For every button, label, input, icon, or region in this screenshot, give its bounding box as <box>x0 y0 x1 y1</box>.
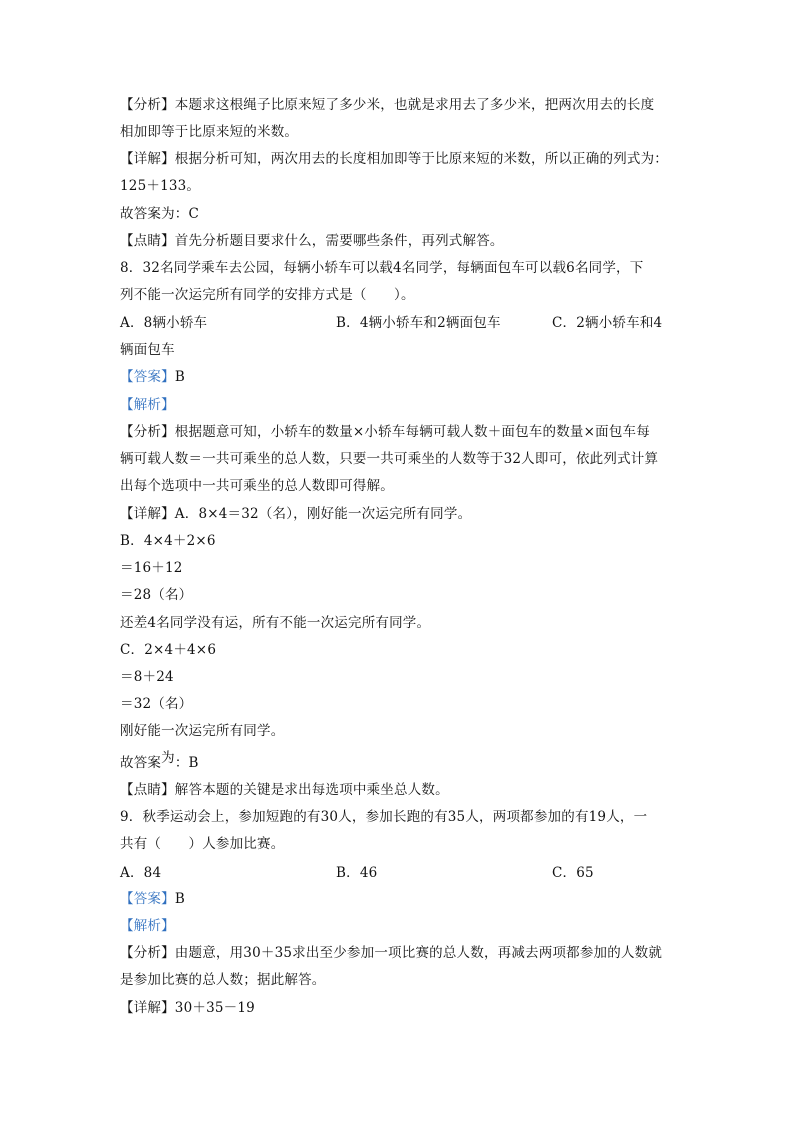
answer-9-value: B <box>174 891 185 907</box>
answer-9 <box>120 890 185 908</box>
answer-tag: 【答案】 <box>120 369 175 385</box>
q9-option-a: A．84 <box>120 865 162 881</box>
calc-c-note: 刚好能一次运完所有同学。 <box>120 723 285 739</box>
question-9: 9．秋季运动会上，参加短跑的有30人，参加长跑的有35人，两项都参加的有19人，一 <box>120 809 648 825</box>
analysis-8-cont2: 出每个选项中一共可乘坐的总人数即可得解。 <box>120 478 394 494</box>
calc-c-2: ＝8＋24 <box>120 669 174 685</box>
detail-7: 【详解】根据分析可知，两次用去的长度相加即等于比原来短的米数，所以正确的列式为： <box>120 151 668 167</box>
q8-option-c: C．2辆小轿车和4 <box>552 315 663 331</box>
q8-option-c-cont: 辆面包车 <box>120 342 175 358</box>
calc-b-note: 还差4名同学没有运，所有不能一次运完所有同学。 <box>120 615 431 631</box>
q9-option-b: B．46 <box>336 865 378 881</box>
q8-option-a: A．8辆小轿车 <box>120 315 208 331</box>
calc-c-1: C．2×4＋4×6 <box>120 642 217 658</box>
q9-option-c: C．65 <box>552 865 594 881</box>
analysis-tag-8: 【解析】 <box>120 397 175 413</box>
calc-b-2: ＝16＋12 <box>120 560 183 576</box>
detail-9: 【详解】30＋35－19 <box>120 1000 255 1016</box>
detail-8: 【详解】A．8×4＝32（名），刚好能一次运完所有同学。 <box>120 506 472 522</box>
detail-7-cont: 125＋133。 <box>120 178 201 194</box>
final-answer-raised: 为 <box>161 750 175 766</box>
comment-7: 【点睛】首先分析题目要求什么，需要哪些条件，再列式解答。 <box>120 233 504 249</box>
analysis-8-cont1: 辆可载人数＝一共可乘坐的总人数，只要一共可乘坐的人数等于32人即可，依此列式计算 <box>120 451 659 467</box>
calc-b-1: B．4×4＋2×6 <box>120 533 216 549</box>
answer-8 <box>120 368 185 386</box>
question-8-cont: 列不能一次运完所有同学的安排方式是（ ）。 <box>120 287 415 303</box>
analysis-8: 【分析】根据题意可知，小轿车的数量×小轿车每辆可载人数＋面包车的数量×面包车每 <box>120 424 650 440</box>
comment-8: 【点睛】解答本题的关键是求出每选项中乘坐总人数。 <box>120 782 449 798</box>
final-answer-value: ：B <box>174 755 199 771</box>
question-8: 8．32名同学乘车去公园，每辆小轿车可以载4名同学，每辆面包车可以载6名同学，下 <box>120 260 644 276</box>
answer-8-value: B <box>174 369 185 385</box>
calc-c-3: ＝32（名） <box>120 696 193 712</box>
question-9-cont: 共有（ ）人参加比赛。 <box>120 836 285 852</box>
final-answer-label: 故答案 <box>120 755 162 771</box>
final-answer-8 <box>120 750 199 772</box>
analysis-7: 【分析】本题求这根绳子比原来短了多少米，也就是求用去了多少米，把两次用去的长度 <box>120 97 655 113</box>
answer-7: 故答案为：C <box>120 206 200 222</box>
analysis-7-cont: 相加即等于比原来短的米数。 <box>120 124 299 140</box>
calc-b-3: ＝28（名） <box>120 587 193 603</box>
answer-tag-9: 【答案】 <box>120 891 175 907</box>
analysis-9-cont: 是参加比赛的总人数；据此解答。 <box>120 972 326 988</box>
q8-option-b: B．4辆小轿车和2辆面包车 <box>336 315 501 331</box>
analysis-9: 【分析】由题意，用30＋35求出至少参加一项比赛的总人数，再减去两项都参加的人数就 <box>120 945 663 961</box>
analysis-tag-9: 【解析】 <box>120 918 175 934</box>
